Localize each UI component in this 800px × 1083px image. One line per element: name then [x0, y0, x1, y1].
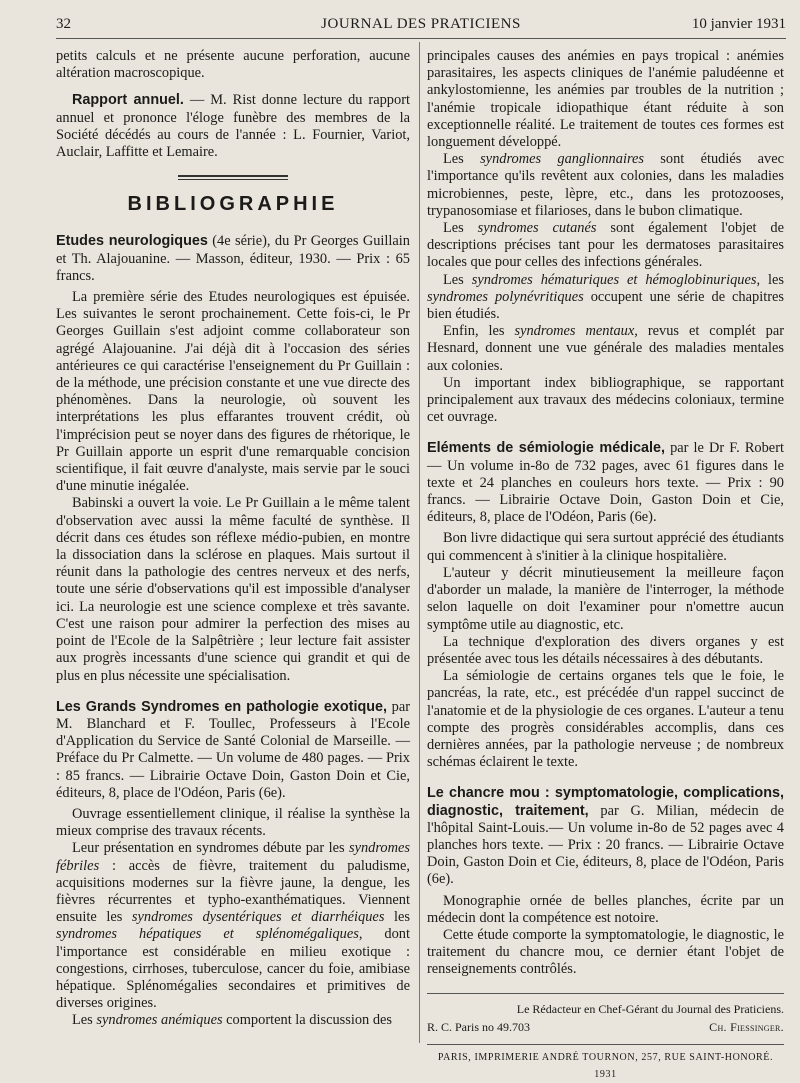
- text-run: , revus et complét par Hesnard, donnent une vue générale des maladies mentales aux colonies.: [427, 323, 784, 374]
- editor-name: Ch. Fiessinger.: [709, 1019, 784, 1034]
- text-run: comportent la discussion des: [222, 1012, 393, 1029]
- book-title: Eléments de sémiologie médicale,: [427, 440, 665, 457]
- paragraph: [427, 220, 784, 272]
- italic-run: syndromes mentaux: [514, 323, 635, 340]
- book-details: par le Dr F. Robert — Un volume in-8o de 732 pages, avec 61 figures dans le texte et 24 planches en couleurs hors texte. — Prix : 90 francs. — Librairie Octave Doin, Gaston Doin et Cie, éditeurs, 8, place de l'Odéon, Paris (6e).: [427, 440, 784, 526]
- book-details: par G. Milian, médecin de l'hôpital Saint-Louis.— Un volume in-8o de 52 pages avec 4 planches hors texte. — Prix : 20 francs. — Librairie Octave Doin, Gaston Doin et Cie, éditeurs, 8, place de l'Odéon, Paris (6e).: [427, 802, 784, 888]
- book-details: (4e série), du Pr Georges Guillain et Th. Alajouanine. — Masson, éditeur, 1930. — Prix : 65 francs.: [56, 233, 410, 284]
- paragraph: Un important index bibliographique, se rapportant principalement aux travaux des médecins coloniaux, termine cet ouvrage.: [427, 374, 784, 426]
- paragraph: [427, 323, 784, 375]
- italic-run: syndromes hépatiques et splénomégaliques: [56, 926, 359, 943]
- paragraph: [56, 840, 410, 1012]
- book-title: Le chancre mou : symptomatologie, complications, diagnostic, traitement,: [427, 785, 784, 819]
- registry-line: [427, 1018, 784, 1036]
- book-title: Etudes neurologiques: [56, 233, 208, 250]
- registry-number: R. C. Paris no 49.703: [427, 1019, 531, 1034]
- editor-line: Le Rédacteur en Chef-Gérant du Journal des Praticiens.: [516, 1001, 784, 1016]
- paragraph: La première série des Etudes neurologiques est épuisée. Les suivantes le seront prochainement. Cette fois-ci, le Pr Georges Guillain s'est adjoint comme collaborateur son agrégé Alajouanine. J'ai déjà dit à l'occasion des séries antérieures ce qui caractérise l'enseignement du Pr Guillain : de la méthode, une précision constante et une vue directe des phénomènes. Dans la neurologie, où souvent les interprétations les plus effarantes trouvent crédit, où l'imprécision peut se noyer dans des figures de rhétorique, le Pr Guillain apporte un esprit d'une remarquable concision scientifique, il fait œuvre d'analyste, mais servie par le souci d'une minutie inégalée.: [56, 289, 410, 495]
- italic-run: syndromes polynévritiques: [427, 288, 584, 305]
- book-details: par M. Blanchard et F. Toullec, Professeurs à l'Ecole d'Application du Service de Santé Colonial de Marseille. — Préface du Pr Calmette. — Un volume de 480 pages. — Prix : 85 francs. — Librairie Octave Doin, Gaston Doin et Cie, éditeurs, 8, place de l'Odéon, Paris (6e).: [56, 698, 410, 801]
- text-run: Les: [443, 220, 478, 237]
- text-run: sont également l'objet de descriptions précises tant pour les dermatoses parasitaires locales que pour celles des infections générales.: [427, 220, 784, 271]
- column-divider: [419, 42, 420, 1043]
- paragraph: Cette étude comporte la symptomatologie, le diagnostic, le traitement du chancre mou, ce dernier étant l'objet de renseignements contrôlés.: [427, 926, 784, 978]
- paragraph: Monographie ornée de belles planches, écrite par un médecin dont la compétence est notoire.: [427, 892, 784, 926]
- editor-footer: [427, 993, 784, 1036]
- text-run: Les: [443, 151, 481, 168]
- paragraph: principales causes des anémies en pays tropical : anémies parasitaires, les aspects cliniques de l'anémie paludéenne et ankylostomienne, les anémies par troubles de la nutrition ; l'anémie tropicale idiopathique étant réduite à son exceptionnelle réalité. Le traitement de toutes ces formes est longuement développé.: [427, 48, 784, 151]
- left-column: [56, 48, 410, 1030]
- paragraph: [56, 1012, 410, 1029]
- book-entry-heading: [427, 440, 784, 526]
- issue-date: 10 janvier 1931: [691, 16, 786, 32]
- text-run: , les: [756, 271, 784, 288]
- book-entry-heading: [56, 233, 410, 285]
- italic-run: syndromes dysentériques et diarrhéiques: [131, 909, 385, 926]
- paragraph: La sémiologie de certains organes tels que le foie, le pancréas, la rate, etc., est précédée d'un rappel succinct de l'anatomie et de la physiologie de ces organes. L'auteur a tenu compte des progrès considérables accomplis, dans ces dernières années, par la pathologie nerveuse ; de nombreux schémas éclairent le texte.: [427, 668, 784, 771]
- paragraph: Babinski a ouvert la voie. Le Pr Guillain a le même talent d'observation avec aussi la même faculté de synthèse. Il décrit dans ces études son réflexe médio-pubien, en montre la dissociation dans la sclérose en plaques. Mais surtout il réunit dans la pathologie des centres nerveux et des nerfs, toute une série d'observations qu'il est impossible d'analyser ici. La neurologie est une science complexe et très savante. C'est une raison pour admirer la perfection des mises au point de l'Ecole de la Salpêtrière ; leur lecture fait assister aux progrès incessants d'une science qui grandit et qui de plus en plus nécessite une spécialisation.: [56, 495, 410, 684]
- section-title: BIBLIOGRAPHIE: [127, 193, 339, 216]
- text-run: Les: [72, 1012, 97, 1029]
- printer-imprint: PARIS, IMPRIMERIE ANDRÉ TOURNON, 257, RUE SAINT-HONORÉ. 1931: [427, 1044, 784, 1083]
- text-run: occupent une série de chapitres bien étudiés.: [427, 288, 784, 323]
- book-entry-heading: [427, 785, 784, 888]
- text-run: Leur présentation en syndromes débute par les: [72, 840, 349, 857]
- rapport-text: — M. Rist donne lecture du rapport annuel et prononce l'éloge funèbre des membres de la Société décédés au cours de l'année : L. Fournier, Variot, Auclair, Laffitte et Lemaire.: [56, 92, 410, 161]
- rapport-annuel-paragraph: [56, 92, 410, 161]
- italic-run: syndromes anémiques: [96, 1012, 223, 1029]
- paragraph: petits calculs et ne présente aucune perforation, aucune altération macroscopique.: [56, 48, 410, 82]
- text-run: sont étudiés avec l'importance qu'ils revêtent aux colonies, dans les maladies microbiennes, peste, lèpre, etc., dans les protozooses, trypanosomiase et filarioses, dans le bubon climatique.: [427, 151, 784, 219]
- italic-run: syndromes hématuriques et hémoglobinuriques: [471, 271, 757, 288]
- paragraph: Ouvrage essentiellement clinique, il réalise la synthèse la mieux comprise des travaux récents.: [56, 805, 410, 840]
- text-run: Enfin, les: [443, 323, 515, 340]
- journal-title: JOURNAL DES PRATICIENS: [321, 16, 521, 32]
- italic-run: syndromes fébriles: [56, 840, 410, 874]
- section-ornament: [178, 175, 288, 180]
- book-title: Les Grands Syndromes en pathologie exotique,: [56, 698, 388, 715]
- page-number: 32: [56, 16, 71, 32]
- text-run: : accès de fièvre, traitement du paludisme, acquisitions modernes sur la fièvre jaune, la dengue, les fièvres récurrentes et typho-exanthématiques. Viennent ensuite les: [56, 857, 410, 926]
- paragraph: La technique d'exploration des divers organes y est présentée avec tous les détails nécessaires à des débutants.: [427, 633, 784, 667]
- text-run: les: [384, 909, 410, 926]
- italic-run: syndromes cutanés: [477, 220, 597, 237]
- italic-run: syndromes ganglionnaires: [480, 151, 644, 168]
- book-entry-heading: [56, 699, 410, 802]
- text-run: Les: [443, 271, 472, 288]
- rapport-title: Rapport annuel.: [72, 92, 184, 109]
- paragraph: [427, 272, 784, 324]
- right-column: [427, 48, 784, 1083]
- text-run: , dont l'importance est considérable en milieu exotique : congestions, cirrhoses, tuberculose, cancer du foie, amibiase hépatique. Splénomégalies secondaires et primitives de diverses origines.: [56, 926, 410, 1012]
- paragraph: L'auteur y décrit minutieusement la meilleure façon d'aborder un malade, la manière de l'interroger, la méthode selon laquelle on doit l'examiner pour n'omettre aucun symptôme utile au diagnostic, etc.: [427, 564, 784, 633]
- paragraph: [427, 151, 784, 220]
- paragraph: Bon livre didactique qui sera surtout apprécié des étudiants qui commencent à s'initier à la clinique hospitalière.: [427, 530, 784, 564]
- running-header: [56, 14, 786, 39]
